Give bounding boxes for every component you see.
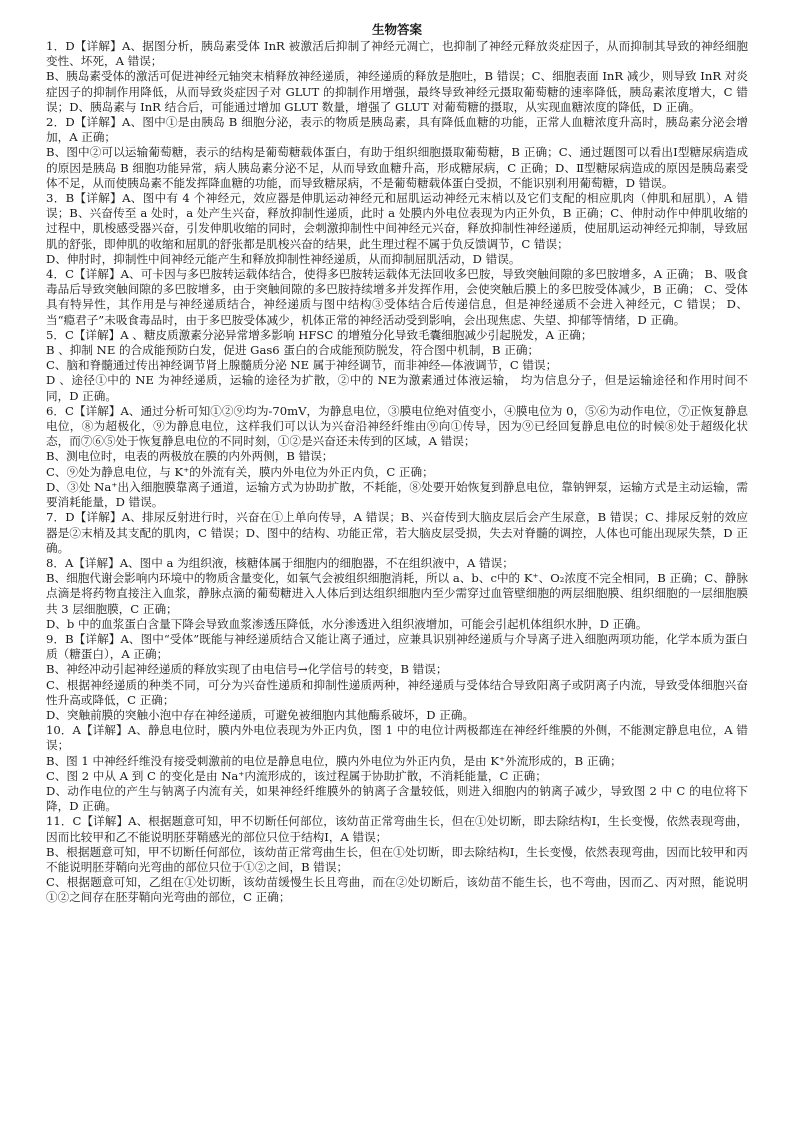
answer-paragraph: B、神经冲动引起神经递质的释放实现了由电信号→化学信号的转变，B 错误； — [46, 662, 448, 677]
answer-paragraph: 2．D【详解】A、图中①是由胰岛 B 细胞分泌，表示的物质是胰岛素，具有降低血糖的功能，正常人血糖浓度升高时，胰岛素分泌会增加，A 正确； — [46, 115, 748, 145]
answer-paragraph: 3．B【详解】A、图中有 4 个神经元，效应器是伸肌运动神经元和屈肌运动神经元末梢以及它们支配的相应肌肉（伸肌和屈肌），A 错误；B、兴奋传至 a 处时，a 处产生兴奋，释放抑制性递质，此时 a 处膜内外电位表现为内正外负，B 正确；C、伸肘动作中伸肌收缩的过程中，肌梭感受器兴奋，引发伸肌收缩的同时，会刺激抑制性中间神经元兴奋，释放抑制性神经递质，使屈肌运动神经元抑制，导致屈肌的舒张，即伸肌的收缩和屈肌的舒张都是肌梭兴奋的结果，此生理过程不属于负反馈调节，C 错误； — [46, 191, 748, 251]
answer-paragraph: B、细胞代谢会影响内环境中的物质含量变化，如氧气会被组织细胞消耗，所以 a、b、c中的 K⁺、O₂浓度不完全相同，B 正确；C、静脉点滴是将药物直接注入血浆，静脉点滴的葡萄糖进入人体后到达组织细胞内至少需穿过血管壁细胞的两层细胞膜、组织细胞的一层细胞膜共 3 层细胞膜，C 正确； — [46, 571, 748, 616]
answer-paragraph: D 、途径①中的 NE 为神经递质，运输的途径为扩散，②中的 NE为激素通过体液运输， 均为信息分子，但是运输途径和作用时间不同，D 正确。 — [46, 373, 748, 403]
page-title: 生物答案 — [371, 22, 422, 37]
answer-paragraph: 1．D【详解】A、据图分析，胰岛素受体 InR 被激活后抑制了神经元凋亡，也抑制了神经元释放炎症因子，从而抑制其导致的神经细胞变性、坏死，A 错误； — [46, 39, 748, 69]
answer-paragraph: 9．B【详解】A、图中“受体”既能与神经递质结合又能让离子通过，应兼具识别神经递质与介导离子进入细胞两项功能，化学本质为蛋白质（糖蛋白），A 正确； — [46, 631, 748, 662]
answer-paragraph: B、测电位时，电表的两极放在膜的内外两侧，B 错误； — [46, 449, 334, 464]
answer-paragraph: C、根据题意可知，乙组在①处切断，该幼苗缓慢生长且弯曲，而在②处切断后，该幼苗不能生长，也不弯曲，因而乙、丙对照，能说明①②之间存在胚芽鞘向光弯曲的部位，C 正确； — [46, 875, 748, 905]
answer-paragraph: 8．A【详解】A、图中 a 为组织液，核糖体属于细胞内的细胞器，不在组织液中，A 错误； — [46, 555, 514, 570]
answer-paragraph: 11．C【详解】A、根据题意可知，甲不切断任何部位，该幼苗正常弯曲生长，但在①处切断，即去除结构Ⅰ，生长变慢，依然表现弯曲，因而比较甲和乙不能说明胚芽鞘感光的部位只位于结构Ⅰ，A 错误； — [46, 814, 748, 844]
answer-paragraph: C、脑和脊髓通过传出神经调节肾上腺髓质分泌 NE 属于神经调节，而非神经—体液调节，C 错误； — [46, 358, 558, 373]
answer-paragraph: 4．C【详解】A、可卡因与多巴胺转运载体结合，使得多巴胺转运载体无法回收多巴胺，导致突触间隙的多巴胺增多，A 正确； B、吸食毒品后导致突触间隙的多巴胺增多，由于突触间隙的多巴胺持续增多并发挥作用，会使突触后膜上的多巴胺受体减少，B 正确； C、受体具有特异性，其作用是与神经递质结合，神经递质与图中结构③受体结合后传递信息，但是神经递质不会进入神经元，C 错误； D、当“瘾君子”未吸食毒品时，由于多巴胺受体减少，机体正常的神经活动受到影响，会出现焦虑、失望、抑郁等情绪，D 正确。 — [46, 267, 748, 327]
answer-body — [46, 39, 748, 906]
answer-paragraph: D、③处 Na⁺出入细胞膜靠离子通道，运输方式为协助扩散，不耗能，⑧处要开始恢复到静息电位，靠钠钾泵，运输方式是主动运输，需要消耗能量，D 错误。 — [46, 479, 748, 510]
answer-paragraph: B、图中②可以运输葡萄糖，表示的结构是葡萄糖载体蛋白，有助于组织细胞摄取葡萄糖，B 正确；C、通过题图可以看出Ⅰ型糖尿病造成的原因是胰岛 B 细胞功能异常，病人胰岛素分泌不足，从而导致血糖升高，形成糖尿病，C 正确；D、Ⅱ型糖尿病造成的原因是胰岛素受体不足，从而使胰岛素不能发挥降血糖的功能，而导致糖尿病，不是葡萄糖载体蛋白受损，不能识别利用葡萄糖，D 错误。 — [46, 145, 748, 190]
answer-paragraph: D、b 中的血浆蛋白含量下降会导致血浆渗透压降低，水分渗透进入组织液增加，可能会引起机体组织水肿，D 正确。 — [46, 616, 648, 631]
answer-paragraph: D、伸肘时，抑制性中间神经元能产生和释放抑制性神经递质，从而抑制屈肌活动，D 错误。 — [46, 251, 521, 266]
answer-paragraph: B、图 1 中神经纤维没有接受刺激前的电位是静息电位，膜内外电位为外正内负，是由 K⁺外流形成的，B 正确； — [46, 753, 622, 768]
answer-paragraph: D、突触前膜的突触小泡中存在神经递质，可避免被细胞内其他酶系破坏，D 正确。 — [46, 707, 475, 722]
answer-paragraph: 10．A【详解】A、静息电位时，膜内外电位表现为外正内负，图 1 中的电位计两极都连在神经纤维膜的外侧，不能测定静息电位，A 错误； — [46, 723, 748, 753]
answer-paragraph: D、动作电位的产生与钠离子内流有关，如果神经纤维膜外的钠离子含量较低，则进入细胞内的钠离子减少，导致图 2 中 C 的电位将下降，D 正确。 — [46, 783, 748, 814]
answer-paragraph: B、胰岛素受体的激活可促进神经元轴突末梢释放神经递质，神经递质的释放是胞吐，B 错误；C、细胞表面 InR 减少，则导致 InR 对炎症因子的抑制作用降低，从而导致炎症因子对 GLUT 的抑制作用增强，最终导致神经元摄取葡萄糖的速率降低，胰岛素浓度增大，C 错误；D、胰岛素与 InR 结合后，可能通过增加 GLUT 数量，增强了 GLUT 对葡萄糖的摄取，从实现血糖浓度的降低，D 正确。 — [46, 69, 748, 114]
answer-paragraph: B 、抑制 NE 的合成能预防白发，促进 Gas6 蛋白的合成能预防脱发，符合图中机制，B 正确； — [46, 343, 540, 358]
answer-paragraph: 5．C【详解】A 、糖皮质激素分泌异常增多影响 HFSC 的增殖分化导致毛囊细胞减少引起脱发，A 正确； — [46, 327, 593, 342]
answer-paragraph: C、⑨处为静息电位，与 K⁺的外流有关，膜内外电位为外正内负，C 正确； — [46, 464, 434, 479]
answer-paragraph: C、根据神经递质的种类不同，可分为兴奋性递质和抑制性递质两种，神经递质与受体结合导致阳离子或阴离子内流，导致受体细胞兴奋性升高或降低，C 正确； — [46, 677, 748, 707]
answer-paragraph: B、根据题意可知，甲不切断任何部位，该幼苗正常弯曲生长，但在①处切断，即去除结构Ⅰ，生长变慢，依然表现弯曲，因而比较甲和丙不能说明胚芽鞘向光弯曲的部位只位于①②之间，B 错误； — [46, 844, 748, 874]
answer-paragraph: 6．C【详解】A、通过分析可知①②⑨均为-70mV，为静息电位，③膜电位绝对值变小，④膜电位为 0，⑤⑥为动作电位，⑦正恢复静息电位，⑧为超极化，⑨为静息电位，这样我们可以认为兴奋沿神经纤维由⑨向①传导，因为⑨已经回复静息电位的时候⑧处于超级化状态，而⑦⑥⑤处于恢复静息电位的不同时刻，①②是兴奋还未传到的区域，A 错误； — [46, 403, 748, 449]
answer-paragraph: C、图 2 中从 A 到 C 的变化是由 Na⁺内流形成的，该过程属于协助扩散，不消耗能量，C 正确； — [46, 768, 547, 783]
answer-paragraph: 7．D【详解】A、排尿反射进行时，兴奋在①上单向传导，A 错误；B、兴奋传到大脑皮层后会产生尿意，B 错误；C、排尿反射的效应器是②末梢及其支配的肌肉，C 错误；D、图中的结构、功能正常，若大脑皮层受损，失去对脊髓的调控，人体也可能出现尿失禁，D 正确。 — [46, 510, 748, 555]
